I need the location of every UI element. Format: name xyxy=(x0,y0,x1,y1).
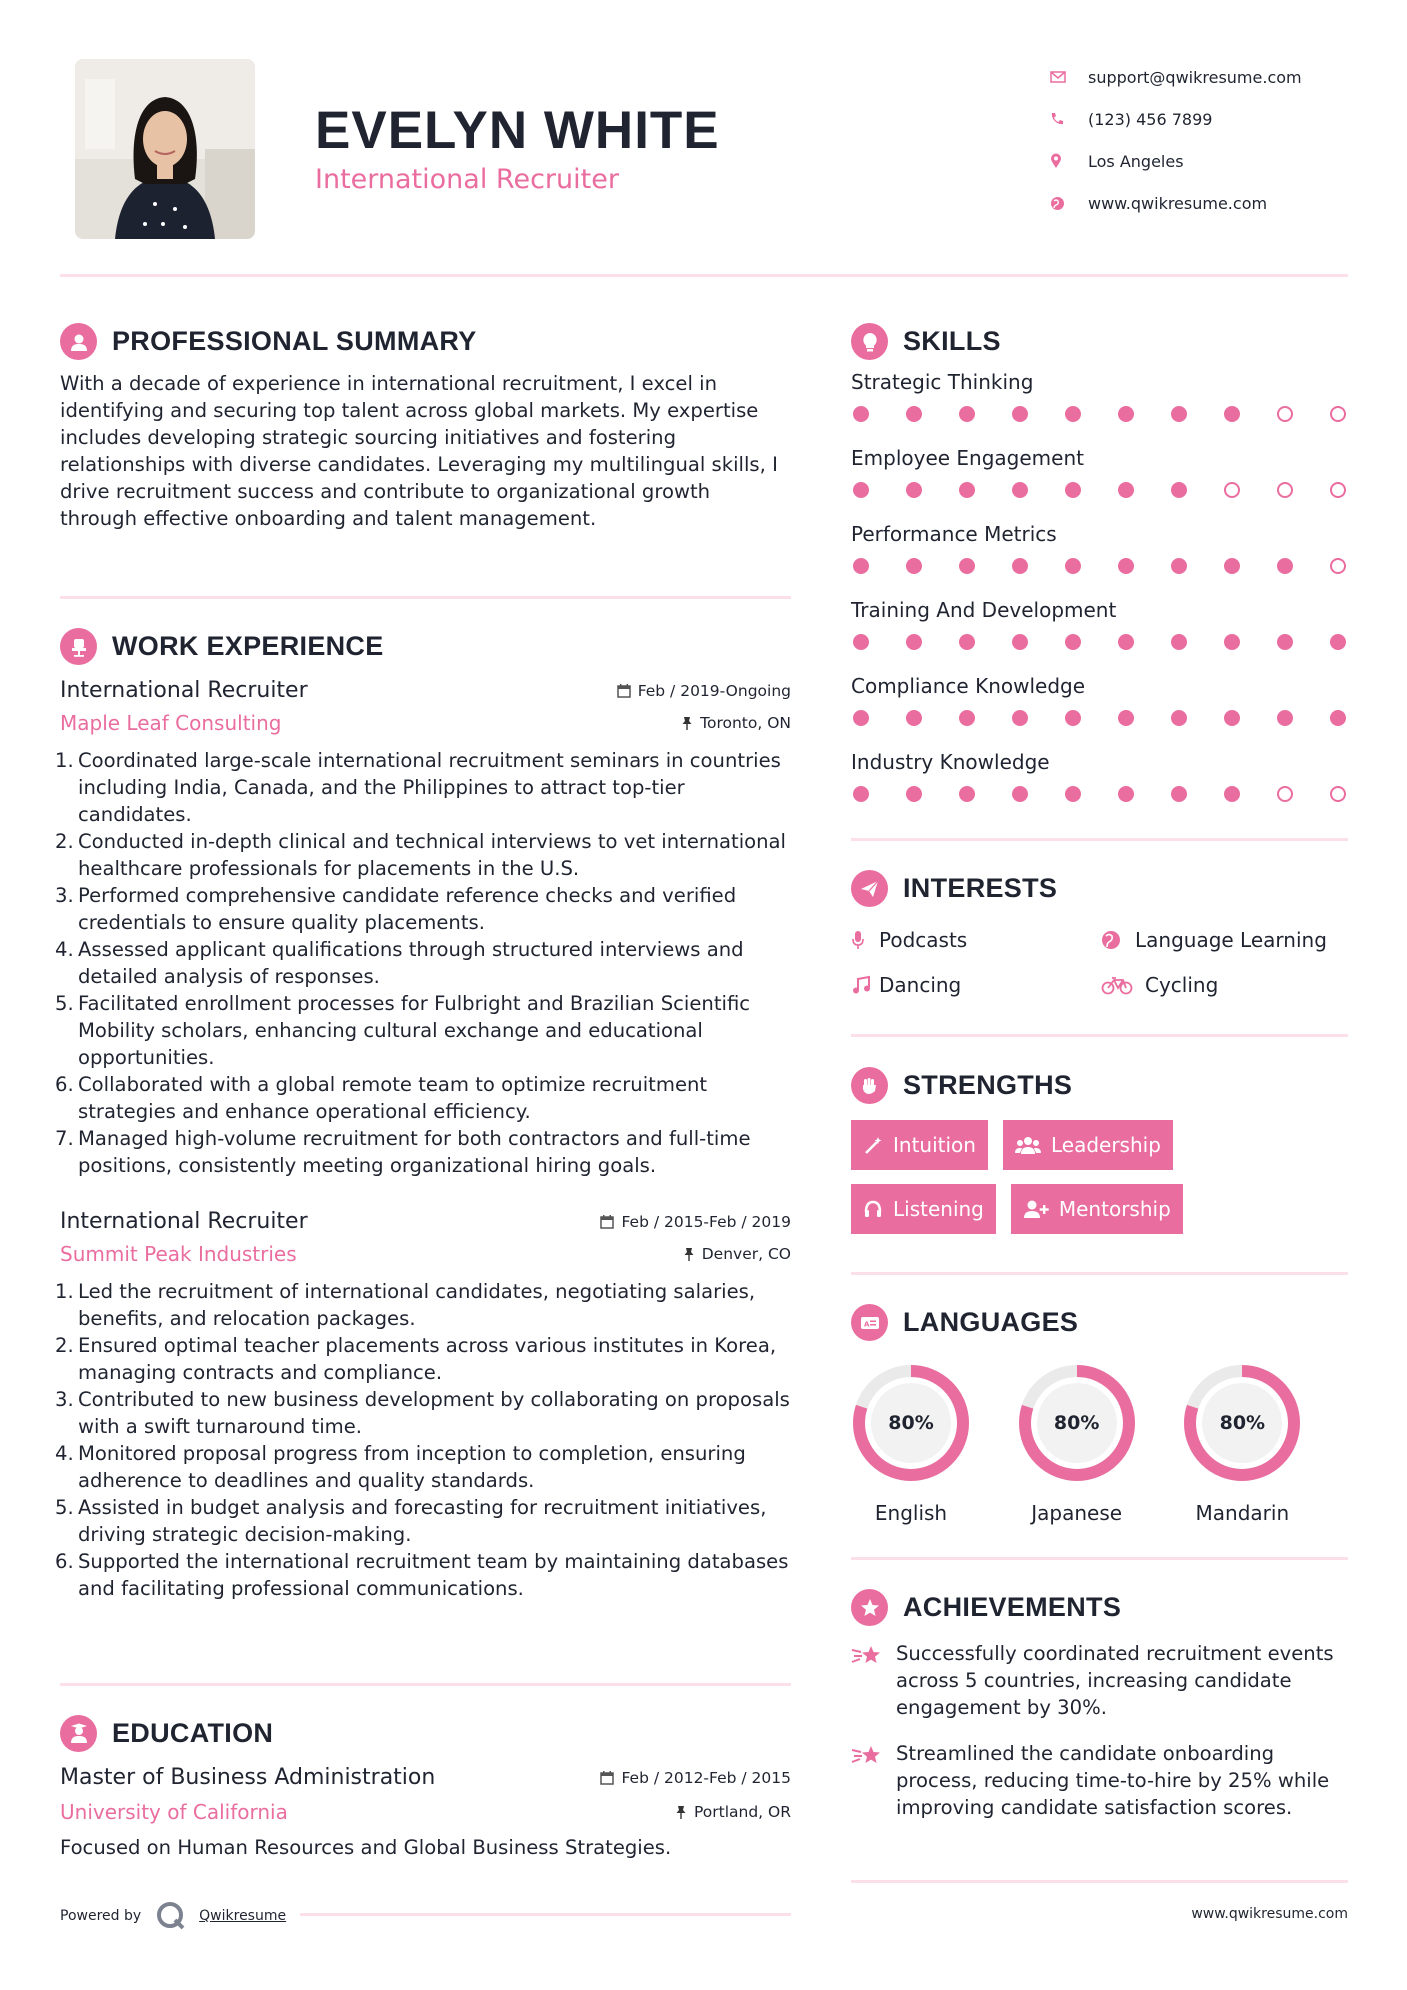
rating-dot-filled xyxy=(853,634,869,650)
users-icon xyxy=(1015,1135,1041,1155)
rating-dot-filled xyxy=(906,710,922,726)
skill-name: Industry Knowledge xyxy=(851,750,1050,774)
contact-email[interactable]: support@qwikresume.com xyxy=(1050,56,1370,98)
candidate-name: EVELYN WHITE xyxy=(315,101,720,160)
strength-chip: Intuition xyxy=(851,1120,988,1170)
job-title: International Recruiter xyxy=(60,678,308,703)
rating-dot-filled xyxy=(1118,558,1134,574)
rating-dot-filled xyxy=(853,710,869,726)
candidate-title: International Recruiter xyxy=(315,164,619,195)
list-item: Ensured optimal teacher placements across various institutes in Korea, managing contracts and compliance. xyxy=(78,1334,777,1384)
rating-dot-empty xyxy=(1330,406,1346,422)
skill-rating xyxy=(851,558,1348,598)
rating-dot-filled xyxy=(853,406,869,422)
star-badge-icon xyxy=(851,1589,888,1626)
rating-dot-empty xyxy=(1330,786,1346,802)
skill-name: Performance Metrics xyxy=(851,522,1057,546)
rating-dot-filled xyxy=(853,786,869,802)
rating-dot-filled xyxy=(959,558,975,574)
shooting-star-icon xyxy=(851,1740,896,1775)
fist-icon xyxy=(851,1067,888,1104)
globe-icon xyxy=(1050,196,1088,211)
duty-list xyxy=(60,1278,791,1602)
rating-dot-filled xyxy=(906,406,922,422)
list-item: Collaborated with a global remote team to optimize recruitment strategies and enhance operational efficiency. xyxy=(78,1073,708,1123)
contact-phone[interactable]: (123) 456 7899 xyxy=(1050,98,1370,140)
language-ring xyxy=(1017,1363,1137,1483)
interest-cycling: Cycling xyxy=(1101,972,1348,998)
achievements-heading: ACHIEVEMENTS xyxy=(851,1589,1348,1626)
language-item xyxy=(851,1363,1017,1525)
company-name: Maple Leaf Consulting xyxy=(60,711,282,735)
rating-dot-filled xyxy=(1012,634,1028,650)
language-name: Mandarin xyxy=(1195,1501,1290,1525)
interest-podcasts: Podcasts xyxy=(851,927,1101,953)
language-percent: 80% xyxy=(888,1412,934,1434)
skills-section xyxy=(851,323,1348,826)
strength-chip: Listening xyxy=(851,1184,996,1234)
rating-dot-filled xyxy=(1224,406,1240,422)
paper-plane-icon xyxy=(851,870,888,907)
rating-dot-empty xyxy=(1224,482,1240,498)
list-item: Assisted in budget analysis and forecasting for recruitment initiatives, driving strategic decision-making. xyxy=(78,1496,767,1546)
lightbulb-icon xyxy=(851,323,888,360)
skill-rating xyxy=(851,482,1348,522)
interests-list xyxy=(851,927,1348,998)
header-divider xyxy=(60,274,1348,277)
rating-dot-filled xyxy=(1224,558,1240,574)
rating-dot-filled xyxy=(959,634,975,650)
summary-heading: PROFESSIONAL SUMMARY xyxy=(60,323,791,360)
envelope-icon xyxy=(1050,71,1088,83)
language-name: English xyxy=(874,1501,948,1525)
rating-dot-filled xyxy=(1171,482,1187,498)
experience-divider xyxy=(60,1683,791,1686)
languages-section xyxy=(851,1304,1348,1525)
strength-chip: Leadership xyxy=(1003,1120,1173,1170)
list-item: Performed comprehensive candidate reference checks and verified credentials to ensure quality placements. xyxy=(78,884,737,934)
rating-dot-filled xyxy=(1277,634,1293,650)
rating-dot-filled xyxy=(853,558,869,574)
phone-icon xyxy=(1050,112,1088,126)
rating-dot-filled xyxy=(906,558,922,574)
summary-text: With a decade of experience in international recruitment, I excel in identifying and securing top talent across global markets. My expertise includes developing strategic sourcing initiatives and fostering relationships with diverse candidates. Leveraging my multilingual skills, I drive recruitment success and contribute to organizational growth through effective onboarding and talent management. xyxy=(60,372,778,530)
rating-dot-filled xyxy=(1118,634,1134,650)
qwikresume-link[interactable]: Qwikresume xyxy=(199,1908,287,1924)
pushpin-icon xyxy=(681,716,693,730)
rating-dot-filled xyxy=(1012,786,1028,802)
strength-chip: Mentorship xyxy=(1011,1184,1183,1234)
rating-dot-filled xyxy=(1330,634,1346,650)
rating-dot-filled xyxy=(1171,634,1187,650)
languages-divider xyxy=(851,1557,1348,1560)
skill-rating xyxy=(851,786,1348,826)
rating-dot-filled xyxy=(1118,786,1134,802)
rating-dot-filled xyxy=(1330,710,1346,726)
language-ring xyxy=(851,1363,971,1483)
skills-heading: SKILLS xyxy=(851,323,1348,360)
rating-dot-filled xyxy=(1065,710,1081,726)
calendar-icon xyxy=(600,1215,614,1229)
education-section xyxy=(60,1715,791,1861)
pushpin-icon xyxy=(683,1247,695,1261)
calendar-icon xyxy=(600,1771,614,1785)
svg-text:A: A xyxy=(863,1320,869,1328)
strengths-list xyxy=(851,1120,1281,1234)
footer-powered-by: Powered by Qwikresume xyxy=(60,1900,286,1932)
school-name: University of California xyxy=(60,1800,288,1824)
rating-dot-filled xyxy=(1065,558,1081,574)
education-location: Portland, OR xyxy=(675,1803,791,1821)
language-item xyxy=(1017,1363,1183,1525)
qwikresume-logo-icon xyxy=(155,1900,187,1932)
rating-dot-empty xyxy=(1330,482,1346,498)
skill-name: Compliance Knowledge xyxy=(851,674,1086,698)
achievements-divider xyxy=(851,1880,1348,1883)
strengths-section xyxy=(851,1067,1348,1234)
duty-list xyxy=(60,747,791,1179)
job-entry xyxy=(60,1209,791,1602)
rating-dot-filled xyxy=(1065,786,1081,802)
rating-dot-empty xyxy=(1277,482,1293,498)
map-pin-icon xyxy=(1050,153,1088,169)
graduate-icon xyxy=(60,1715,97,1752)
rating-dot-filled xyxy=(959,482,975,498)
interests-divider xyxy=(851,1034,1348,1037)
skill-name: Training And Development xyxy=(851,598,1117,622)
language-ring xyxy=(1182,1363,1302,1483)
rating-dot-filled xyxy=(1224,710,1240,726)
job-location: Denver, CO xyxy=(683,1245,791,1263)
strengths-heading: STRENGTHS xyxy=(851,1067,1348,1104)
rating-dot-filled xyxy=(1118,406,1134,422)
pushpin-icon xyxy=(675,1805,687,1819)
rating-dot-filled xyxy=(1118,482,1134,498)
rating-dot-filled xyxy=(1118,710,1134,726)
achievement-item: Streamlined the candidate onboarding process, reducing time-to-hire by 25% while improving candidate satisfaction scores. xyxy=(851,1740,1348,1821)
calendar-icon xyxy=(617,684,631,698)
rating-dot-filled xyxy=(1171,786,1187,802)
rating-dot-filled xyxy=(1065,406,1081,422)
profile-photo xyxy=(75,59,255,239)
list-item: Monitored proposal progress from inception to completion, ensuring adherence to deadlines and quality standards. xyxy=(78,1442,746,1492)
summary-section xyxy=(60,323,791,532)
rating-dot-filled xyxy=(1065,634,1081,650)
rating-dot-filled xyxy=(959,786,975,802)
contact-website[interactable]: www.qwikresume.com xyxy=(1050,182,1370,224)
degree-title: Master of Business Administration xyxy=(60,1765,436,1790)
education-heading: EDUCATION xyxy=(60,1715,791,1752)
microphone-icon xyxy=(851,930,879,950)
job-title: International Recruiter xyxy=(60,1209,308,1234)
rating-dot-filled xyxy=(1277,710,1293,726)
list-item: Managed high-volume recruitment for both contractors and full-time positions, consistently meeting organizational hiring goals. xyxy=(78,1127,751,1177)
rating-dot-filled xyxy=(1277,558,1293,574)
rating-dot-filled xyxy=(959,406,975,422)
interests-heading: INTERESTS xyxy=(851,870,1348,907)
rating-dot-filled xyxy=(1224,634,1240,650)
list-item: Led the recruitment of international candidates, negotiating salaries, benefits, and relocation packages. xyxy=(78,1280,756,1330)
job-location: Toronto, ON xyxy=(681,714,791,732)
language-name: Japanese xyxy=(1031,1501,1123,1525)
rating-dot-filled xyxy=(906,634,922,650)
music-note-icon xyxy=(851,975,879,995)
globe-icon xyxy=(1101,930,1135,950)
language-item xyxy=(1182,1363,1348,1525)
achievements-list xyxy=(851,1640,1348,1821)
skills-divider xyxy=(851,838,1348,841)
rating-dot-filled xyxy=(1171,710,1187,726)
rating-dot-filled xyxy=(1012,710,1028,726)
rating-dot-filled xyxy=(906,482,922,498)
achievements-section xyxy=(851,1589,1348,1840)
magic-wand-icon xyxy=(863,1135,883,1155)
list-item: Assessed applicant qualifications through structured interviews and detailed analysis of responses. xyxy=(78,938,744,988)
language-percent: 80% xyxy=(1219,1412,1266,1434)
bicycle-icon xyxy=(1101,975,1145,995)
headphones-icon xyxy=(863,1199,883,1219)
user-plus-icon xyxy=(1023,1199,1049,1219)
skill-rating xyxy=(851,634,1348,674)
contact-location: Los Angeles xyxy=(1050,140,1370,182)
experience-heading: WORK EXPERIENCE xyxy=(60,628,791,665)
user-icon xyxy=(60,323,97,360)
rating-dot-empty xyxy=(1277,786,1293,802)
languages-list xyxy=(851,1363,1348,1525)
rating-dot-filled xyxy=(906,786,922,802)
footer-divider xyxy=(300,1913,791,1916)
rating-dot-empty xyxy=(1330,558,1346,574)
list-item: Coordinated large-scale international recruitment seminars in countries including India, Canada, and the Philippines to attract top-tier candidates. xyxy=(78,749,781,826)
interests-section xyxy=(851,870,1348,998)
briefcase-chair-icon xyxy=(60,628,97,665)
rating-dot-filled xyxy=(1224,786,1240,802)
skill-rating xyxy=(851,710,1348,750)
skill-name: Strategic Thinking xyxy=(851,370,1034,394)
company-name: Summit Peak Industries xyxy=(60,1242,297,1266)
rating-dot-empty xyxy=(1277,406,1293,422)
rating-dot-filled xyxy=(959,710,975,726)
rating-dot-filled xyxy=(1012,482,1028,498)
language-percent: 80% xyxy=(1053,1412,1100,1434)
education-date: Feb / 2012-Feb / 2015 xyxy=(600,1769,791,1787)
job-date: Feb / 2015-Feb / 2019 xyxy=(600,1213,791,1231)
languages-heading: A LANGUAGES xyxy=(851,1304,1348,1341)
strengths-divider xyxy=(851,1272,1348,1275)
experience-section xyxy=(60,628,791,1602)
list-item: Conducted in-depth clinical and technical interviews to vet international healthcare professionals for placements in the U.S. xyxy=(78,830,787,880)
language-card-icon xyxy=(851,1304,888,1341)
rating-dot-filled xyxy=(1065,482,1081,498)
achievement-item: Successfully coordinated recruitment events across 5 countries, increasing candidate engagement by 30%. xyxy=(851,1640,1348,1721)
rating-dot-filled xyxy=(853,482,869,498)
interest-language-learning: Language Learning xyxy=(1101,927,1348,953)
job-entry xyxy=(60,678,791,1179)
shooting-star-icon xyxy=(851,1640,896,1675)
list-item: Contributed to new business development by collaborating on proposals with a swift turnaround time. xyxy=(78,1388,790,1438)
job-date: Feb / 2019-Ongoing xyxy=(617,682,791,700)
list-item: Supported the international recruitment team by maintaining databases and facilitating professional communications. xyxy=(78,1550,789,1600)
list-item: Facilitated enrollment processes for Fulbright and Brazilian Scientific Mobility scholars, enhancing cultural exchange and educational opportunities. xyxy=(78,992,751,1069)
rating-dot-filled xyxy=(1171,406,1187,422)
skill-name: Employee Engagement xyxy=(851,446,1084,470)
footer-website[interactable]: www.qwikresume.com xyxy=(1191,1906,1348,1922)
contact-list xyxy=(1050,56,1370,224)
skill-rating xyxy=(851,406,1348,446)
rating-dot-filled xyxy=(1012,406,1028,422)
rating-dot-filled xyxy=(1012,558,1028,574)
interest-dancing: Dancing xyxy=(851,972,1101,998)
education-description: Focused on Human Resources and Global Business Strategies. xyxy=(60,1836,672,1859)
education-entry xyxy=(60,1765,791,1861)
rating-dot-filled xyxy=(1171,558,1187,574)
summary-divider xyxy=(60,596,791,599)
skills-list xyxy=(851,370,1348,826)
